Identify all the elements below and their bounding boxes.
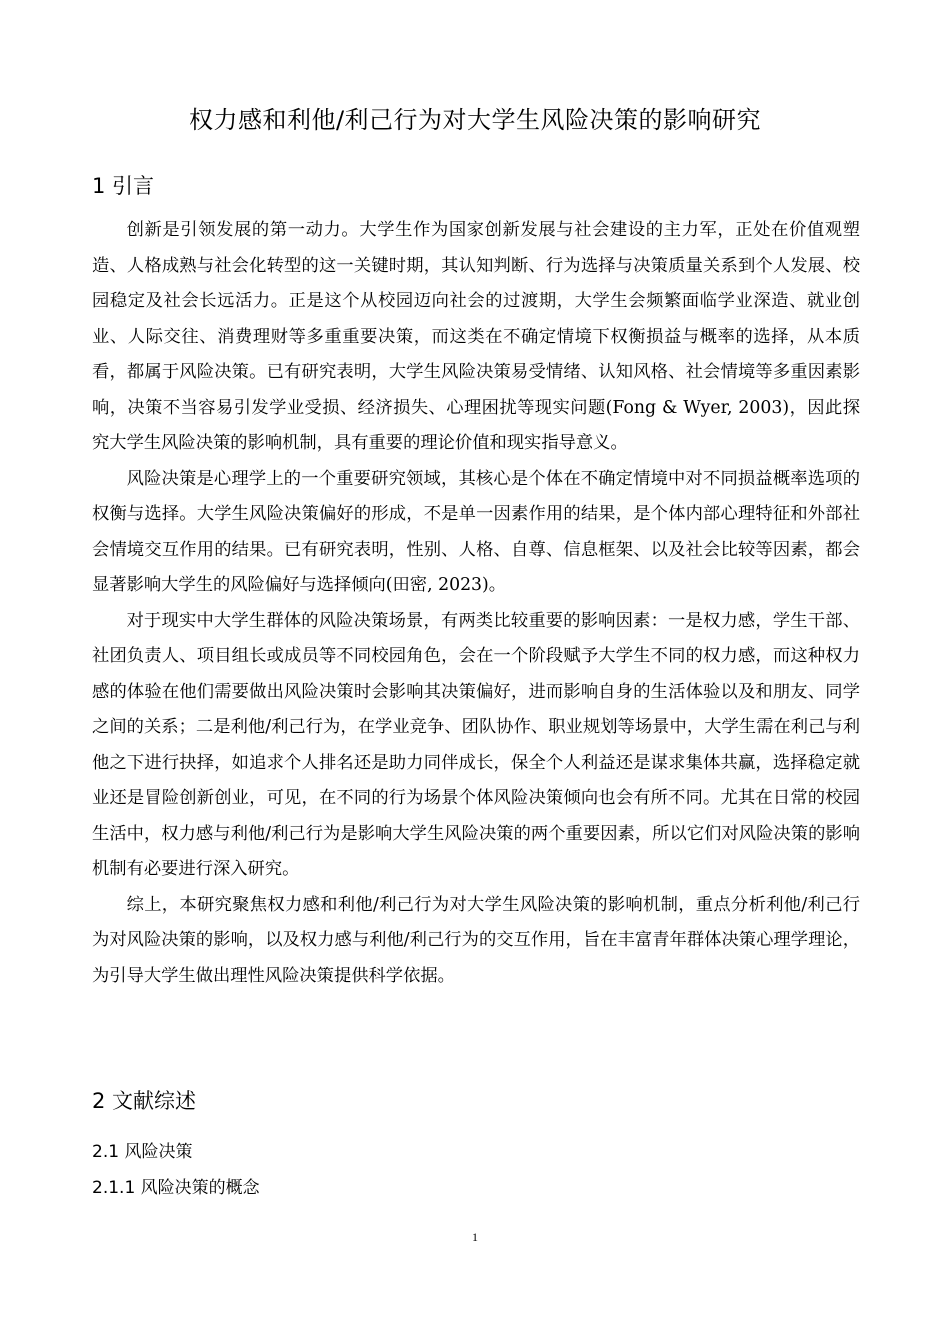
- paragraph: 对于现实中大学生群体的风险决策场景，有两类比较重要的影响因素：一是权力感，学生干部、社团负责人、项目组长或成员等不同校园角色，会在一个阶段赋予大学生不同的权力感，而这种权力感的体验在他们需要做出风险决策时会影响其决策偏好，进而影响自身的生活体验以及和朋友、同学之间的关系；二是利他/利己行为，在学业竞争、团队协作、职业规划等场景中，大学生需在利己与利他之下进行抉择，如追求个人排名还是助力同伴成长，保全个人利益还是谋求集体共赢，选择稳定就业还是冒险创新创业，可见，在不同的行为场景个体风险决策倾向也会有所不同。尤其在日常的校园生活中，权力感与利他/利己行为是影响大学生风险决策的两个重要因素，所以它们对风险决策的影响机制有必要进行深入研究。: [92, 610, 860, 879]
- section-heading-intro: 1 引言: [92, 174, 155, 198]
- paragraph: 创新是引领发展的第一动力。大学生作为国家创新发展与社会建设的主力军，正处在价值观塑造、人格成熟与社会化转型的这一关键时期，其认知判断、行为选择与决策质量关系到个人发展、校园稳定及社会长远活力。正是这个从校园迈向社会的过渡期，大学生会频繁面临学业深造、就业创业、人际交往、消费理财等多重重要决策，而这类在不确定情境下权衡损益与概率的选择，从本质看，都属于风险决策。已有研究表明，大学生风险决策易受情绪、认知风格、社会情境等多重因素影响，决策不当容易引发学业受损、经济损失、心理困扰等现实问题(Fong & Wyer, 2003)，因此探究大学生风险决策的影响机制，具有重要的理论价值和现实指导意义。: [92, 220, 860, 453]
- subsection-heading-2-1-1: 2.1.1 风险决策的概念: [92, 1178, 260, 1198]
- section-heading-review: 2 文献综述: [92, 1089, 197, 1113]
- page-number: 1: [472, 1230, 478, 1244]
- paragraph: 风险决策是心理学上的一个重要研究领域，其核心是个体在不确定情境中对不同损益概率选项的权衡与选择。大学生风险决策偏好的形成，不是单一因素作用的结果，是个体内部心理特征和外部社会情境交互作用的结果。已有研究表明，性别、人格、自尊、信息框架、以及社会比较等因素，都会显著影响大学生的风险偏好与选择倾向(田密, 2023)。: [92, 468, 860, 595]
- subsection-heading-2-1: 2.1 风险决策: [92, 1142, 193, 1162]
- intro-body: [92, 213, 860, 994]
- document-title: 权力感和利他/利己行为对大学生风险决策的影响研究: [188, 106, 762, 134]
- paragraph: 综上，本研究聚焦权力感和利他/利己行为对大学生风险决策的影响机制，重点分析利他/利己行为对风险决策的影响，以及权力感与利他/利己行为的交互作用，旨在丰富青年群体决策心理学理论，为引导大学生做出理性风险决策提供科学依据。: [92, 894, 860, 986]
